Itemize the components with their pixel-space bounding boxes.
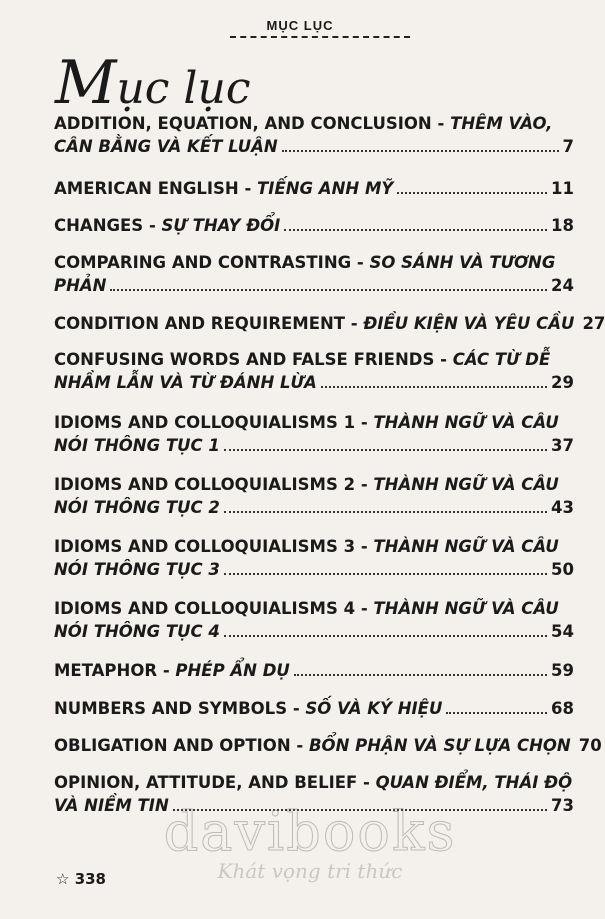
table-of-contents xyxy=(54,112,605,817)
toc-title-vietnamese: SỐ VÀ KÝ HIỆU xyxy=(305,699,443,718)
toc-entry-line xyxy=(54,214,574,237)
toc-title-vietnamese: ĐIỀU KIỆN VÀ YÊU CẦU xyxy=(363,314,575,333)
toc-page-number: 73 xyxy=(551,796,574,815)
toc-title-vietnamese: BỔN PHẬN VÀ SỰ LỰA CHỌN xyxy=(308,736,571,755)
toc-entry-line xyxy=(54,312,605,335)
toc-entry-text xyxy=(54,773,572,792)
toc-entry xyxy=(54,312,605,335)
toc-page-number: 37 xyxy=(551,436,574,455)
toc-entry-line xyxy=(54,411,574,434)
toc-title-english: OPINION, ATTITUDE, AND BELIEF - xyxy=(54,773,376,792)
toc-title-english: METAPHOR - xyxy=(54,661,176,680)
toc-title-vietnamese: CÁC TỪ DỄ xyxy=(452,350,551,369)
toc-title-english: ADDITION, EQUATION, AND CONCLUSION - xyxy=(54,114,451,133)
watermark-slogan: Khát vọng tri thức xyxy=(217,859,403,883)
toc-entry-text xyxy=(54,620,220,643)
page-footer xyxy=(56,870,106,888)
toc-title-vietnamese: QUAN ĐIỂM, THÁI ĐỘ xyxy=(375,773,573,792)
toc-entry xyxy=(54,597,574,643)
dot-leader xyxy=(224,449,547,451)
toc-entry-line xyxy=(54,697,574,720)
toc-entry-text xyxy=(54,434,220,457)
toc-entry-text xyxy=(54,371,317,394)
toc-entry-text xyxy=(54,253,555,272)
toc-entry-line xyxy=(54,659,574,682)
toc-entry-text xyxy=(54,114,552,133)
toc-entry-line xyxy=(54,473,574,496)
toc-title-vietnamese: THÀNH NGỮ VÀ CÂU xyxy=(373,599,559,618)
running-head: MỤC LỤC xyxy=(266,18,334,33)
toc-page-number: 29 xyxy=(551,373,574,392)
toc-entry xyxy=(54,473,574,519)
toc-entry-text xyxy=(54,350,550,369)
toc-title-english: OBLIGATION AND OPTION - xyxy=(54,736,309,755)
toc-entry-text xyxy=(54,697,442,720)
toc-entry xyxy=(54,411,574,457)
dot-leader xyxy=(321,386,547,388)
title-rest: ục lục xyxy=(116,63,251,114)
dot-leader xyxy=(446,712,547,714)
toc-entry-text xyxy=(54,558,220,581)
toc-title-vietnamese: THÀNH NGỮ VÀ CÂU xyxy=(373,413,559,432)
dot-leader xyxy=(282,150,559,152)
watermark-brand: davibooks xyxy=(163,800,457,863)
toc-entry-line xyxy=(54,371,574,394)
toc-entry-text xyxy=(54,214,280,237)
toc-entry-line xyxy=(54,620,574,643)
toc-title-vietnamese: NÓI THÔNG TỤC 4 xyxy=(54,622,220,641)
toc-title-vietnamese: SỰ THAY ĐỔI xyxy=(161,216,281,235)
toc-title-english: COMPARING AND CONTRASTING - xyxy=(54,253,370,272)
toc-entry xyxy=(54,348,574,394)
toc-title-english: NUMBERS AND SYMBOLS - xyxy=(54,699,306,718)
toc-entry-text xyxy=(54,659,290,682)
toc-entry-line xyxy=(54,496,574,519)
toc-title-vietnamese: VÀ NIỀM TIN xyxy=(54,796,169,815)
toc-entry-line xyxy=(54,771,574,794)
toc-entry-text xyxy=(54,599,559,618)
toc-title-english: IDIOMS AND COLLOQUIALISMS 2 - xyxy=(54,475,374,494)
toc-title-vietnamese: PHÉP ẨN DỤ xyxy=(175,661,290,680)
toc-page-number: 7 xyxy=(562,137,574,156)
toc-entry-line xyxy=(54,794,574,817)
toc-title-english: AMERICAN ENGLISH - xyxy=(54,179,258,198)
toc-page-number: 68 xyxy=(551,699,574,718)
dot-leader xyxy=(173,809,547,811)
toc-entry-line xyxy=(54,274,574,297)
dot-leader xyxy=(397,192,547,194)
toc-entry-text xyxy=(54,794,169,817)
toc-title-vietnamese: THÊM VÀO, xyxy=(450,114,553,133)
toc-entry xyxy=(54,734,602,757)
toc-entry-line xyxy=(54,135,574,158)
toc-title-vietnamese: TIẾNG ANH MỸ xyxy=(257,179,394,198)
toc-entry xyxy=(54,251,574,297)
toc-entry xyxy=(54,771,574,817)
toc-title-english: IDIOMS AND COLLOQUIALISMS 1 - xyxy=(54,413,374,432)
toc-entry-line xyxy=(54,535,574,558)
toc-entry-text xyxy=(54,537,559,556)
toc-title-english: CHANGES - xyxy=(54,216,162,235)
toc-entry-line xyxy=(54,434,574,457)
page-number: 338 xyxy=(74,870,106,888)
toc-entry-text xyxy=(54,135,278,158)
title-initial: M xyxy=(55,48,117,118)
toc-page-number: 43 xyxy=(551,498,574,517)
toc-page-number: 24 xyxy=(551,276,574,295)
toc-page-number: 18 xyxy=(551,216,574,235)
toc-entry xyxy=(54,659,574,682)
toc-entry-line xyxy=(54,177,574,200)
toc-entry-line xyxy=(54,348,574,371)
toc-title-vietnamese: THÀNH NGỮ VÀ CÂU xyxy=(373,537,559,556)
toc-entry-text xyxy=(54,475,559,494)
toc-title-english: CONFUSING WORDS AND FALSE FRIENDS - xyxy=(54,350,453,369)
toc-page-number: 11 xyxy=(551,179,574,198)
toc-page-number: 50 xyxy=(551,560,574,579)
toc-entry-text xyxy=(54,312,574,335)
toc-page-number: 54 xyxy=(551,622,574,641)
dot-leader xyxy=(110,289,547,291)
toc-entry xyxy=(54,177,574,200)
toc-entry-line xyxy=(54,597,574,620)
toc-title-english: IDIOMS AND COLLOQUIALISMS 3 - xyxy=(54,537,374,556)
page-title xyxy=(55,48,250,118)
dot-leader xyxy=(224,635,547,637)
toc-entry xyxy=(54,697,574,720)
toc-page-number: 27 xyxy=(582,314,605,333)
toc-title-vietnamese: CÂN BẰNG VÀ KẾT LUẬN xyxy=(54,137,278,156)
toc-page-number: 70 xyxy=(578,736,602,755)
dot-leader xyxy=(224,511,547,513)
toc-entry-text xyxy=(54,274,106,297)
toc-entry-line xyxy=(54,734,602,757)
toc-title-vietnamese: NÓI THÔNG TỤC 2 xyxy=(54,498,220,517)
toc-entry xyxy=(54,214,574,237)
toc-entry-text xyxy=(54,496,220,519)
dot-leader xyxy=(224,573,547,575)
star-icon: ☆ xyxy=(56,870,70,888)
toc-title-english: CONDITION AND REQUIREMENT - xyxy=(54,314,364,333)
toc-page-number: 59 xyxy=(551,661,574,680)
toc-title-vietnamese: SO SÁNH VÀ TƯƠNG xyxy=(369,253,556,272)
toc-title-english: IDIOMS AND COLLOQUIALISMS 4 - xyxy=(54,599,374,618)
toc-title-vietnamese: PHẢN xyxy=(54,276,107,295)
toc-entry-text xyxy=(54,413,559,432)
toc-title-vietnamese: NHẦM LẪN VÀ TỪ ĐÁNH LỪA xyxy=(54,373,317,392)
toc-entry xyxy=(54,535,574,581)
toc-entry-line xyxy=(54,558,574,581)
running-head-rule xyxy=(230,36,410,38)
toc-entry xyxy=(54,112,574,158)
toc-entry-line xyxy=(54,112,574,135)
toc-title-vietnamese: THÀNH NGỮ VÀ CÂU xyxy=(373,475,559,494)
dot-leader xyxy=(294,674,547,676)
dot-leader xyxy=(284,229,547,231)
toc-title-vietnamese: NÓI THÔNG TỤC 3 xyxy=(54,560,220,579)
toc-entry-text xyxy=(54,734,571,757)
toc-title-vietnamese: NÓI THÔNG TỤC 1 xyxy=(54,436,220,455)
toc-entry-text xyxy=(54,177,393,200)
toc-entry-line xyxy=(54,251,574,274)
